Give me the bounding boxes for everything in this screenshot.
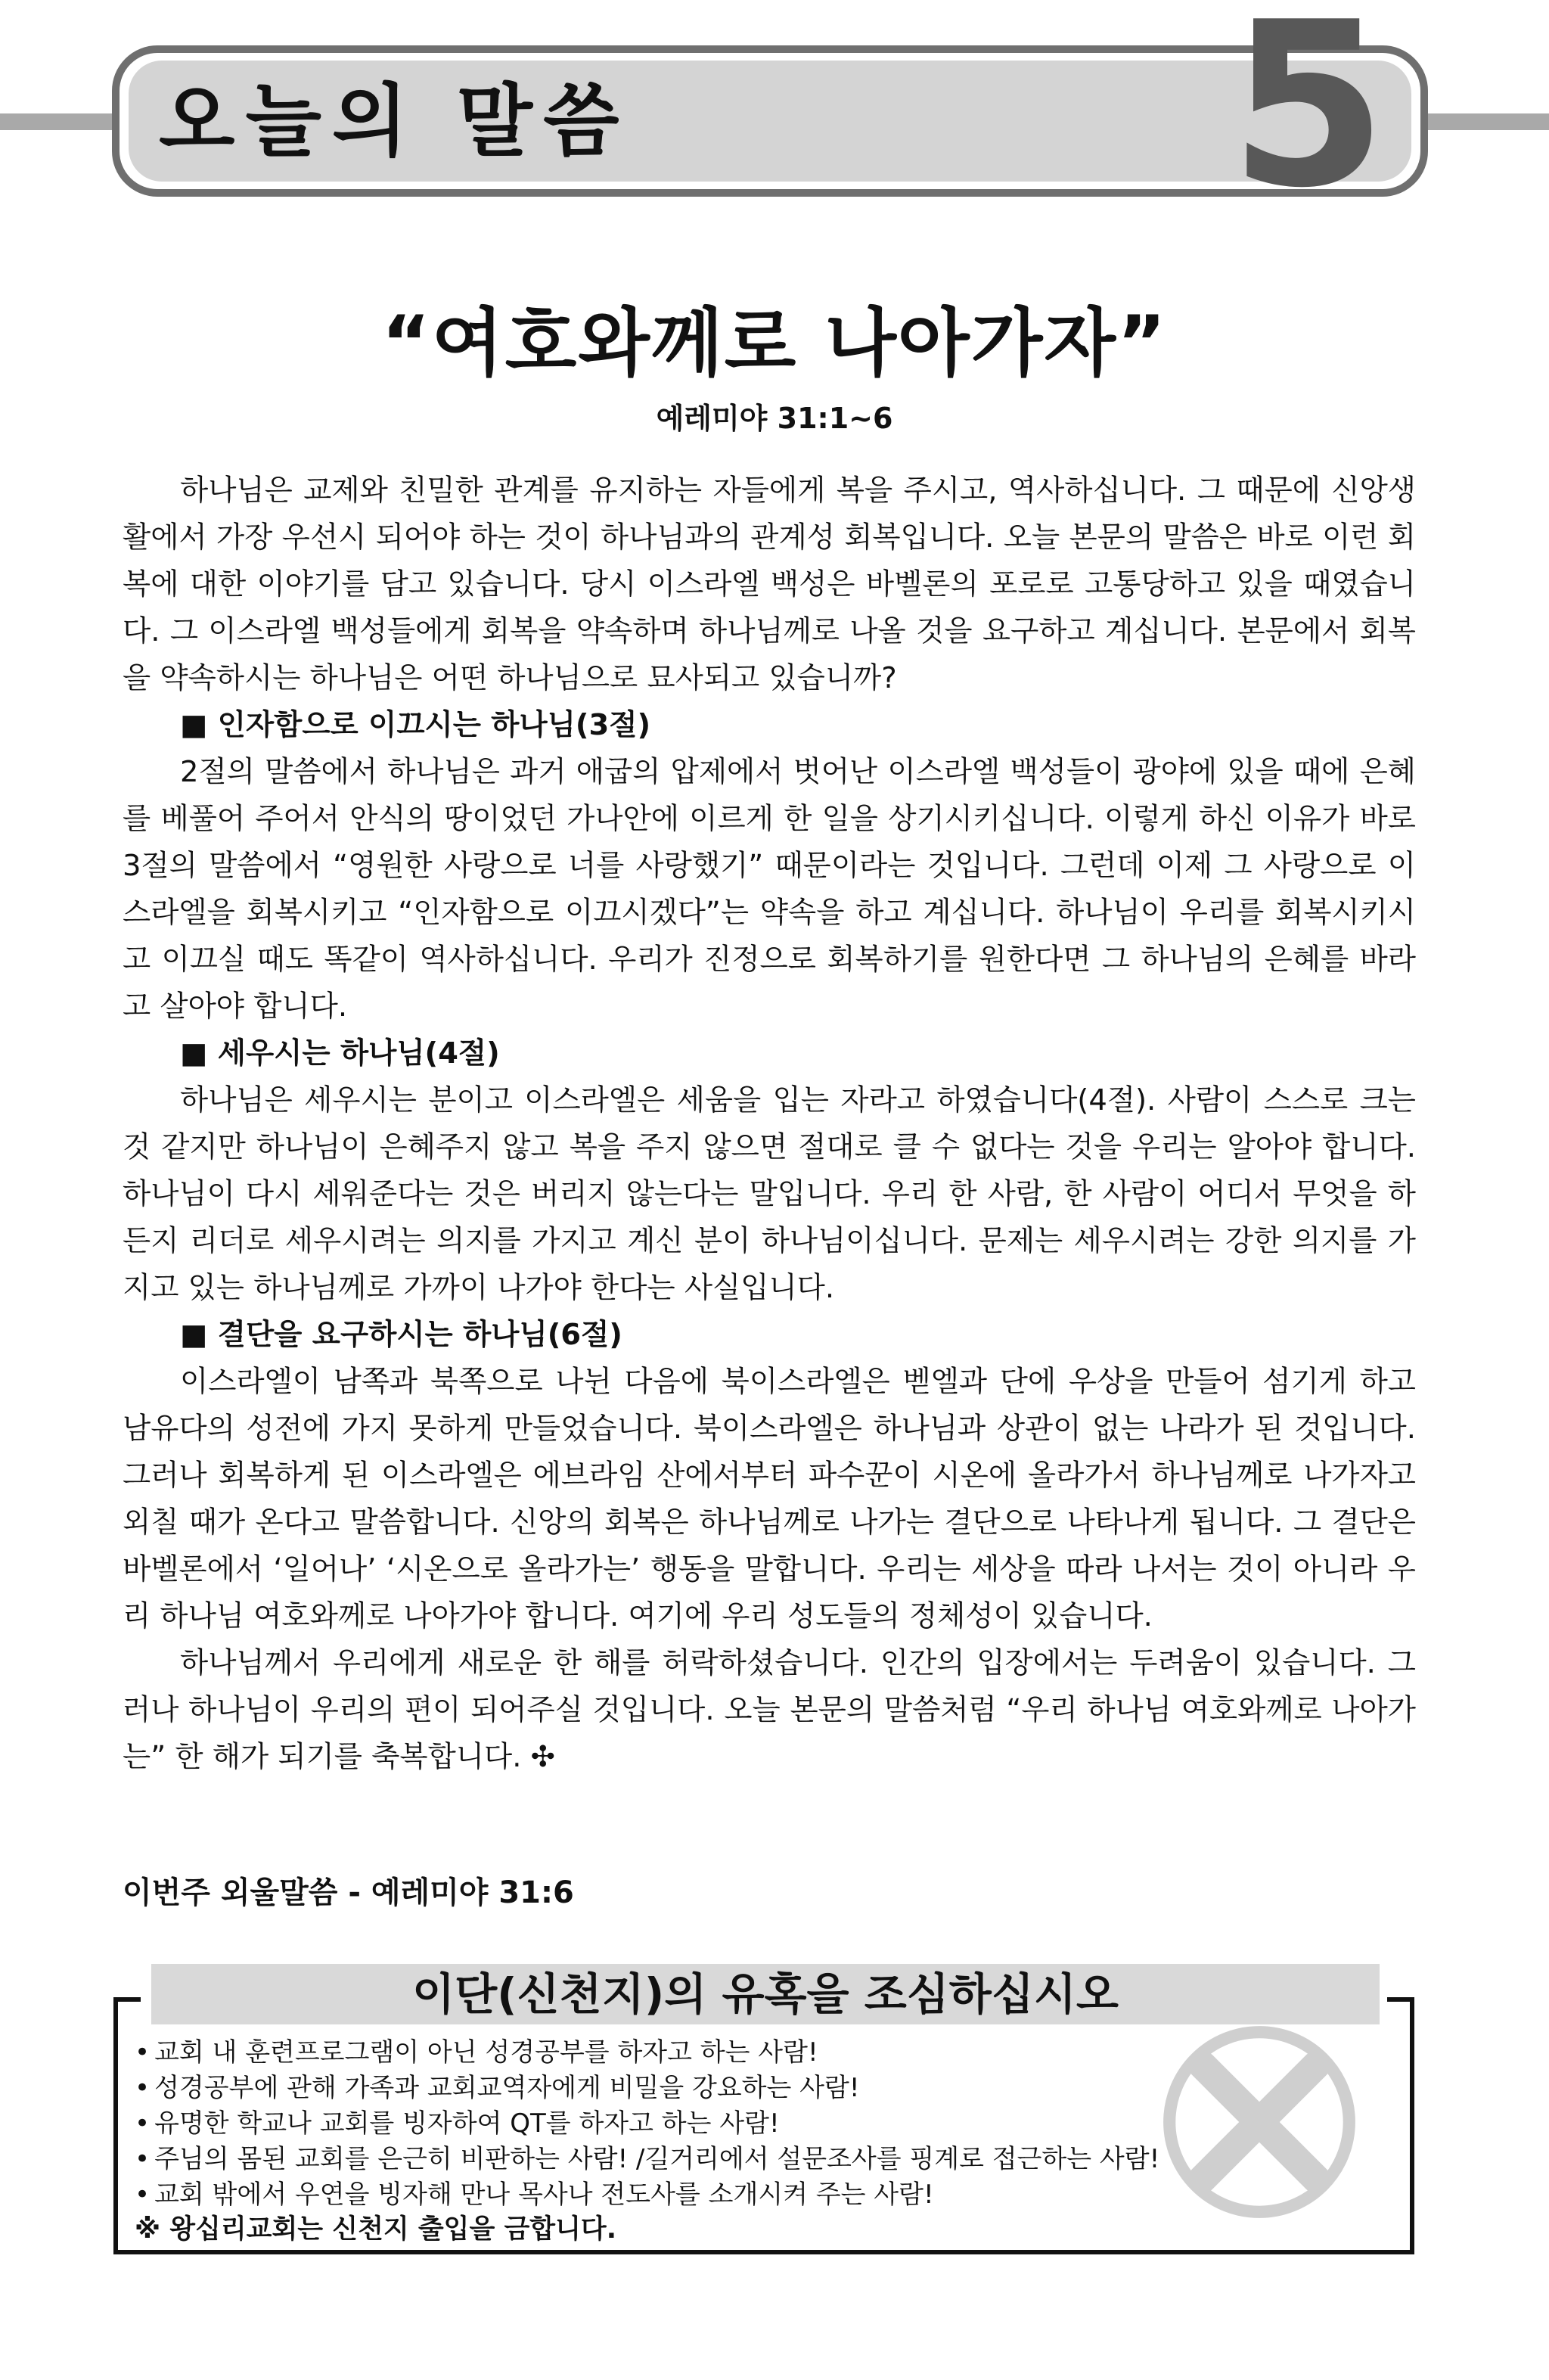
section-paragraph: 하나님은 세우시는 분이고 이스라엘은 세움을 입는 자라고 하였습니다(4절). 사람이 스스로 크는 것 같지만 하나님이 은혜주지 않고 복을 주지 않으면 절대로 클 수 없다는 것을 우리는 알아야 합니다. 하나님이 다시 세워준다는 것은 버리지 않는다는 말입니다. 우리 한 사람, 한 사람이 어디서 무엇을 하든지 리더로 세우시려는 의지를 가지고 계신 분이 하나님이십니다. 문제는 세우시려는 강한 의지를 가지고 있는 하나님께로 가까이 나가야 한다는 사실입니다.	[123, 1083, 1416, 1305]
sermon-body	[123, 468, 1416, 1781]
memory-verse: 이번주 외울말씀 - 예레미야 31:6	[123, 1875, 574, 1910]
warning-title: 이단(신천지)의 유혹을 조심하십시오	[151, 1964, 1380, 2024]
closing-paragraph: 하나님께서 우리에게 새로운 한 해를 허락하셨습니다. 인간의 입장에서는 두려움이 있습니다. 그러나 하나님이 우리의 편이 되어주실 것입니다. 오늘 본문의 말씀처럼 “우리 하나님 여호와께로 나아가는” 한 해가 되기를 축복합니다. ✣	[123, 1646, 1416, 1774]
warning-box-corner-left	[113, 1997, 141, 2002]
section-heading: ■ 결단을 요구하시는 하나님(6절)	[180, 1318, 622, 1352]
warning-item: • 성경공부에 관해 가족과 교회교역자에게 비밀을 강요하는 사람!	[135, 2071, 1390, 2106]
warning-notice: ※ 왕십리교회는 신천지 출입을 금합니다.	[135, 2214, 617, 2245]
section-title: 오늘의 말씀	[159, 75, 630, 167]
sermon-title: “여호와께로 나아가자”	[381, 300, 1168, 387]
warning-list	[135, 2035, 1390, 2213]
intro-paragraph: 하나님은 교제와 친밀한 관계를 유지하는 자들에게 복을 주시고, 역사하십니다. 그 때문에 신앙생활에서 가장 우선시 되어야 하는 것이 하나님과의 관계성 회복입니다. 오늘 본문의 말씀은 바로 이런 회복에 대한 이야기를 담고 있습니다. 당시 이스라엘 백성은 바벨론의 포로로 고통당하고 있을 때였습니다. 그 이스라엘 백성들에게 회복을 약속하며 하나님께로 나올 것을 요구하고 계십니다. 본문에서 회복을 약속하시는 하나님은 어떤 하나님으로 묘사되고 있습니까?	[123, 474, 1416, 695]
warning-item: • 유명한 학교나 교회를 빙자하여 QT를 하자고 하는 사람!	[135, 2106, 1390, 2142]
warning-box-corner-right	[1387, 1997, 1414, 2002]
section-paragraph: 2절의 말씀에서 하나님은 과거 애굽의 압제에서 벗어난 이스라엘 백성들이 광야에 있을 때에 은혜를 베풀어 주어서 안식의 땅이었던 가나안에 이르게 한 일을 상기시키십니다. 이렇게 하신 이유가 바로 3절의 말씀에서 “영원한 사랑으로 너를 사랑했기” 때문이라는 것입니다. 그런데 이제 그 사랑으로 이스라엘을 회복시키고 “인자함으로 이끄시겠다”는 약속을 하고 계십니다. 하나님이 우리를 회복시키시고 이끄실 때도 똑같이 역사하십니다. 우리가 진정으로 회복하기를 원한다면 그 하나님의 은혜를 바라고 살아야 합니다.	[123, 755, 1416, 1024]
warning-item: • 교회 밖에서 우연을 빙자해 만나 목사나 전도사를 소개시켜 주는 사람!	[135, 2177, 1390, 2213]
section-heading: ■ 인자함으로 이끄시는 하나님(3절)	[180, 708, 651, 742]
section-paragraph: 이스라엘이 남쪽과 북쪽으로 나뉜 다음에 북이스라엘은 벧엘과 단에 우상을 만들어 섬기게 하고 남유다의 성전에 가지 못하게 만들었습니다. 북이스라엘은 하나님과 상관이 없는 나라가 된 것입니다. 그러나 회복하게 된 이스라엘은 에브라임 산에서부터 파수꾼이 시온에 올라가서 하나님께로 나가자고 외칠 때가 온다고 말씀합니다. 신앙의 회복은 하나님께로 나가는 결단으로 나타나게 됩니다. 그 결단은 바벨론에서 ‘일어나’ ‘시온으로 올라가는’ 행동을 말합니다. 우리는 세상을 따라 나서는 것이 아니라 우리 하나님 여호와께로 나아가야 합니다. 여기에 우리 성도들의 정체성이 있습니다.	[123, 1365, 1416, 1633]
section-heading: ■ 세우시는 하나님(4절)	[180, 1036, 500, 1070]
section-number: 5	[1229, 0, 1387, 238]
warning-item: • 교회 내 훈련프로그램이 아닌 성경공부를 하자고 하는 사람!	[135, 2035, 1390, 2071]
warning-item: • 주님의 몸된 교회를 은근히 비판하는 사람! /길거리에서 설문조사를 핑계로 접근하는 사람!	[135, 2142, 1390, 2177]
scripture-reference: 예레미야 31:1~6	[656, 402, 893, 435]
